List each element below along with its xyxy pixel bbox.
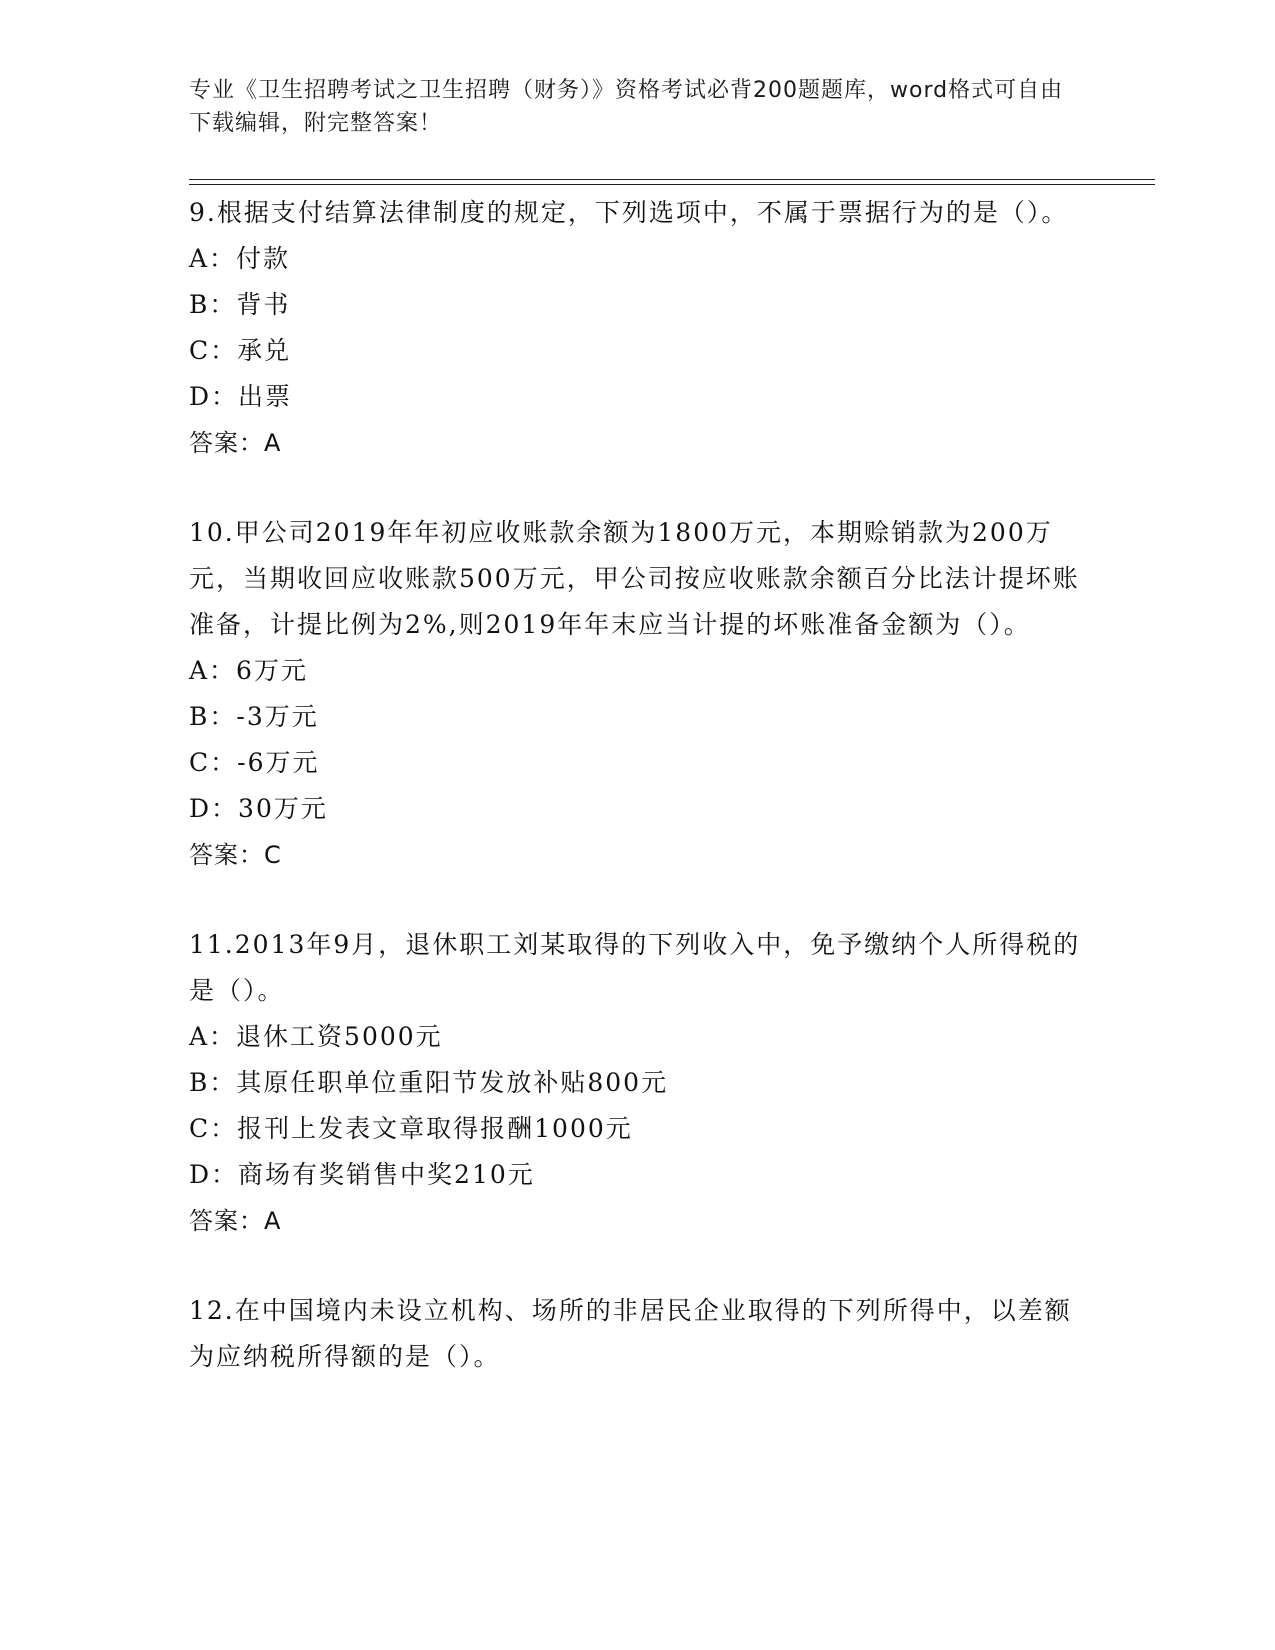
- question-stem: 12.在中国境内未设立机构、场所的非居民企业取得的下列所得中，以差额为应纳税所得额的是（）。: [189, 1296, 1072, 1371]
- option-b: B：背书: [189, 290, 291, 319]
- question-10: [189, 510, 1089, 878]
- question-list: [189, 190, 1089, 1380]
- option-a: A：6万元: [189, 656, 308, 685]
- question-spacer: [189, 1244, 1089, 1288]
- question-stem: 11.2013年9月，退休职工刘某取得的下列收入中，免予缴纳个人所得税的是（）。: [189, 930, 1081, 1005]
- question-spacer: [189, 878, 1089, 922]
- option-a: A：退休工资5000元: [189, 1022, 443, 1051]
- question-12: [189, 1288, 1089, 1380]
- option-b: B：-3万元: [189, 702, 319, 731]
- option-c: C：报刊上发表文章取得报酬1000元: [189, 1114, 633, 1143]
- option-c: C：-6万元: [189, 748, 320, 777]
- option-c: C：承兑: [189, 336, 292, 365]
- question-11: [189, 922, 1089, 1244]
- option-d: D：商场有奖销售中奖210元: [189, 1160, 535, 1189]
- answer-line: 答案：A: [189, 1207, 282, 1235]
- option-d: D：出票: [189, 382, 293, 411]
- question-stem: 10.甲公司2019年年初应收账款余额为1800万元，本期赊销款为200万元，当期收回应收账款500万元，甲公司按应收账款余额百分比法计提坏账准备，计提比例为2%,则2019年年末应当计提的坏账准备金额为（）。: [189, 518, 1080, 639]
- option-a: A：付款: [189, 244, 291, 273]
- question-spacer: [189, 466, 1089, 510]
- header-divider-top: [189, 179, 1155, 180]
- question-9: [189, 190, 1089, 466]
- document-header: 专业《卫生招聘考试之卫生招聘（财务）》资格考试必背200题题库，word格式可自由下载编辑，附完整答案！: [189, 78, 1064, 136]
- answer-line: 答案：A: [189, 429, 282, 457]
- option-d: D：30万元: [189, 794, 328, 823]
- answer-line: 答案：C: [189, 841, 282, 869]
- question-stem: 9.根据支付结算法律制度的规定，下列选项中，不属于票据行为的是（）。: [189, 198, 1069, 227]
- option-b: B：其原任职单位重阳节发放补贴800元: [189, 1068, 669, 1097]
- header-divider-bottom: [189, 184, 1155, 185]
